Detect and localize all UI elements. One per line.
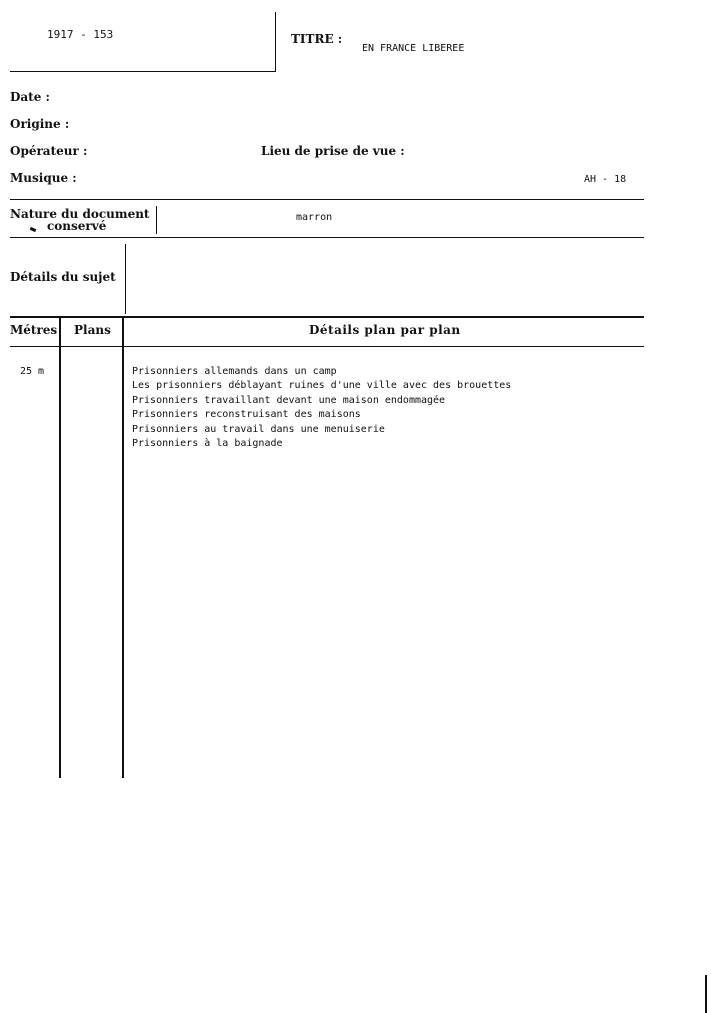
- detail-line: Prisonniers travaillant devant une maison endommagée: [132, 395, 446, 406]
- nature-label-line1: Nature du document: [10, 207, 150, 221]
- detail-line: Les prisonniers déblayant ruines d'une ville avec des brouettes: [132, 380, 512, 391]
- titre-label: TITRE :: [291, 32, 343, 46]
- detail-line: Prisonniers allemands dans un camp: [132, 366, 337, 377]
- nature-brace: [156, 206, 157, 234]
- archive-code: AH - 18: [584, 174, 627, 185]
- header-box-right: [275, 12, 276, 72]
- column-divider-2: [122, 318, 124, 778]
- origine-label: Origine :: [10, 117, 70, 131]
- sujet-brace: [125, 244, 126, 314]
- header-metres: Métres: [10, 323, 58, 337]
- nature-label-line2: conservé: [47, 219, 107, 233]
- nature-value: marron: [296, 212, 333, 223]
- header-plans: Plans: [74, 323, 111, 337]
- separator-table-top: [10, 316, 644, 318]
- header-details: Détails plan par plan: [309, 323, 461, 337]
- separator-nature-bottom: [10, 237, 644, 238]
- detail-line: Prisonniers reconstruisant des maisons: [132, 409, 361, 420]
- detail-line: Prisonniers au travail dans une menuiserie: [132, 424, 385, 435]
- musique-label: Musique :: [10, 171, 77, 185]
- mark-icon: [30, 227, 37, 232]
- header-box-bottom: [10, 71, 276, 72]
- reference-number: 1917 - 153: [47, 28, 114, 41]
- separator-nature-top: [10, 199, 644, 200]
- detail-line: Prisonniers à la baignade: [132, 438, 283, 449]
- titre-value: EN FRANCE LIBEREE: [362, 43, 465, 54]
- operateur-label: Opérateur :: [10, 144, 88, 158]
- separator-table-header: [10, 346, 644, 347]
- page-edge: [705, 975, 707, 1013]
- lieu-label: Lieu de prise de vue :: [261, 144, 405, 158]
- metres-value: 25 m: [20, 366, 45, 377]
- column-divider-1: [59, 318, 61, 778]
- sujet-label: Détails du sujet: [10, 270, 116, 284]
- date-label: Date :: [10, 90, 50, 104]
